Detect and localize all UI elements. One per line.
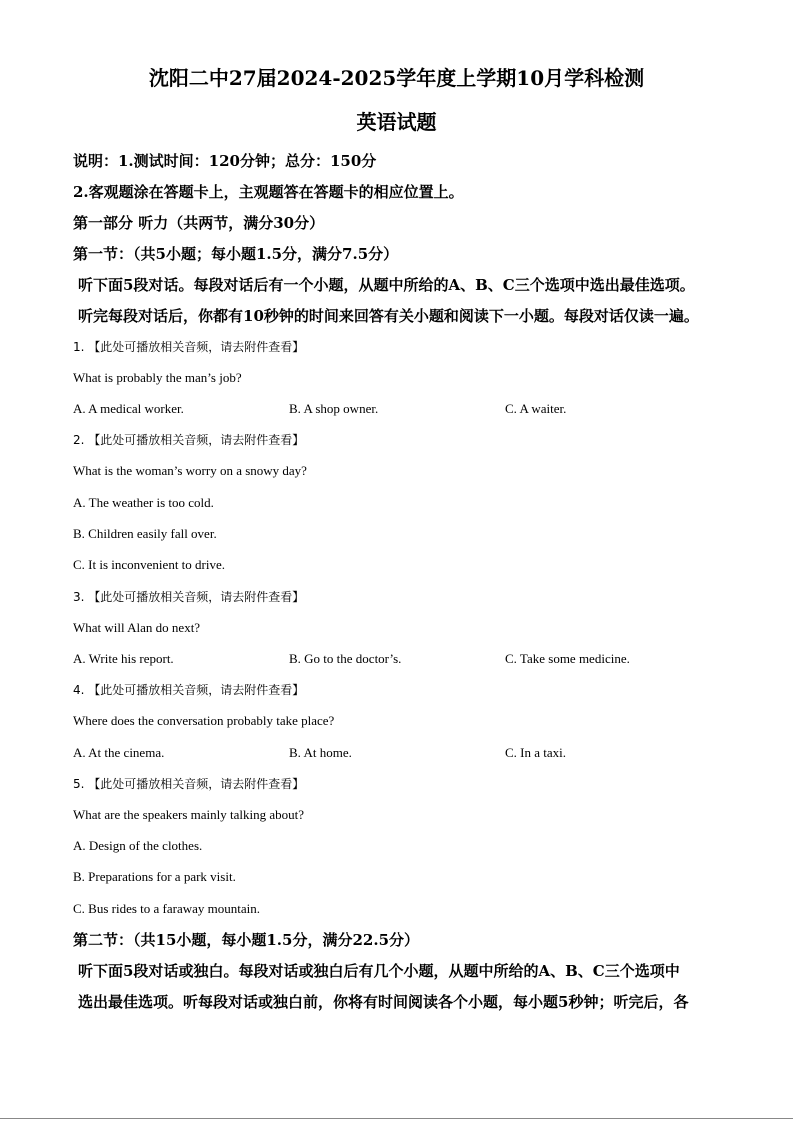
section2-heading: 第二节：（共15小题，每小题1.5分，满分22.5分） bbox=[73, 931, 420, 949]
section1-intro-line-2: 听完每段对话后，你都有10秒钟的时间来回答有关小题和阅读下一小题。每段对话仅读一遍。 bbox=[78, 307, 699, 325]
part1-heading: 第一部分 听力（共两节，满分30分） bbox=[73, 214, 325, 232]
option-b: B. At home. bbox=[289, 745, 352, 760]
option-c: C. It is inconvenient to drive. bbox=[73, 557, 226, 572]
question-stem: What are the speakers mainly talking about? bbox=[73, 807, 305, 822]
question-stem: Where does the conversation probably take place? bbox=[73, 713, 335, 728]
option-c: C. A waiter. bbox=[505, 401, 567, 416]
audio-placeholder[interactable]: 4. 【此处可播放相关音频，请去附件查看】 bbox=[73, 683, 305, 697]
option-a: A. A medical worker. bbox=[73, 401, 184, 416]
option-c: C. Bus rides to a faraway mountain. bbox=[73, 901, 261, 916]
instructions-line-1: 说明：1.测试时间：120分钟；总分：150分 bbox=[73, 152, 377, 170]
option-b: B. Children easily fall over. bbox=[73, 526, 217, 541]
document-title: 沈阳二中27届2024-2025学年度上学期10月学科检测 bbox=[148, 66, 645, 90]
option-a: A. The weather is too cold. bbox=[73, 495, 214, 510]
question-stem: What will Alan do next? bbox=[73, 620, 201, 635]
instructions-line-2: 2.客观题涂在答题卡上，主观题答在答题卡的相应位置上。 bbox=[73, 183, 464, 201]
section1-heading: 第一节：（共5小题；每小题1.5分，满分7.5分） bbox=[73, 245, 399, 263]
option-a: A. Design of the clothes. bbox=[73, 838, 203, 853]
option-a: A. At the cinema. bbox=[73, 745, 165, 760]
option-b: B. Preparations for a park visit. bbox=[73, 869, 236, 884]
option-b: B. A shop owner. bbox=[289, 401, 379, 416]
section1-intro-line-1: 听下面5段对话。每段对话后有一个小题，从题中所给的A、B、C三个选项中选出最佳选项。 bbox=[78, 276, 695, 294]
page-bottom-border bbox=[0, 1118, 793, 1119]
option-c: C. Take some medicine. bbox=[505, 651, 630, 666]
question-stem: What is the woman’s worry on a snowy day? bbox=[73, 463, 307, 478]
audio-placeholder[interactable]: 5. 【此处可播放相关音频，请去附件查看】 bbox=[73, 777, 305, 791]
option-a: A. Write his report. bbox=[73, 651, 174, 666]
option-c: C. In a taxi. bbox=[505, 745, 567, 760]
document-subtitle: 英语试题 bbox=[356, 110, 437, 134]
question-stem: What is probably the man’s job? bbox=[73, 370, 242, 385]
section2-intro-line-2: 选出最佳选项。听每段对话或独白前，你将有时间阅读各个小题，每小题5秒钟；听完后，各 bbox=[78, 993, 689, 1011]
option-b: B. Go to the doctor’s. bbox=[289, 651, 402, 666]
section2-intro-line-1: 听下面5段对话或独白。每段对话或独白后有几个小题，从题中所给的A、B、C三个选项中 bbox=[78, 962, 680, 980]
audio-placeholder[interactable]: 3. 【此处可播放相关音频，请去附件查看】 bbox=[73, 590, 305, 604]
audio-placeholder[interactable]: 1. 【此处可播放相关音频，请去附件查看】 bbox=[73, 340, 305, 354]
audio-placeholder[interactable]: 2. 【此处可播放相关音频，请去附件查看】 bbox=[73, 433, 305, 447]
